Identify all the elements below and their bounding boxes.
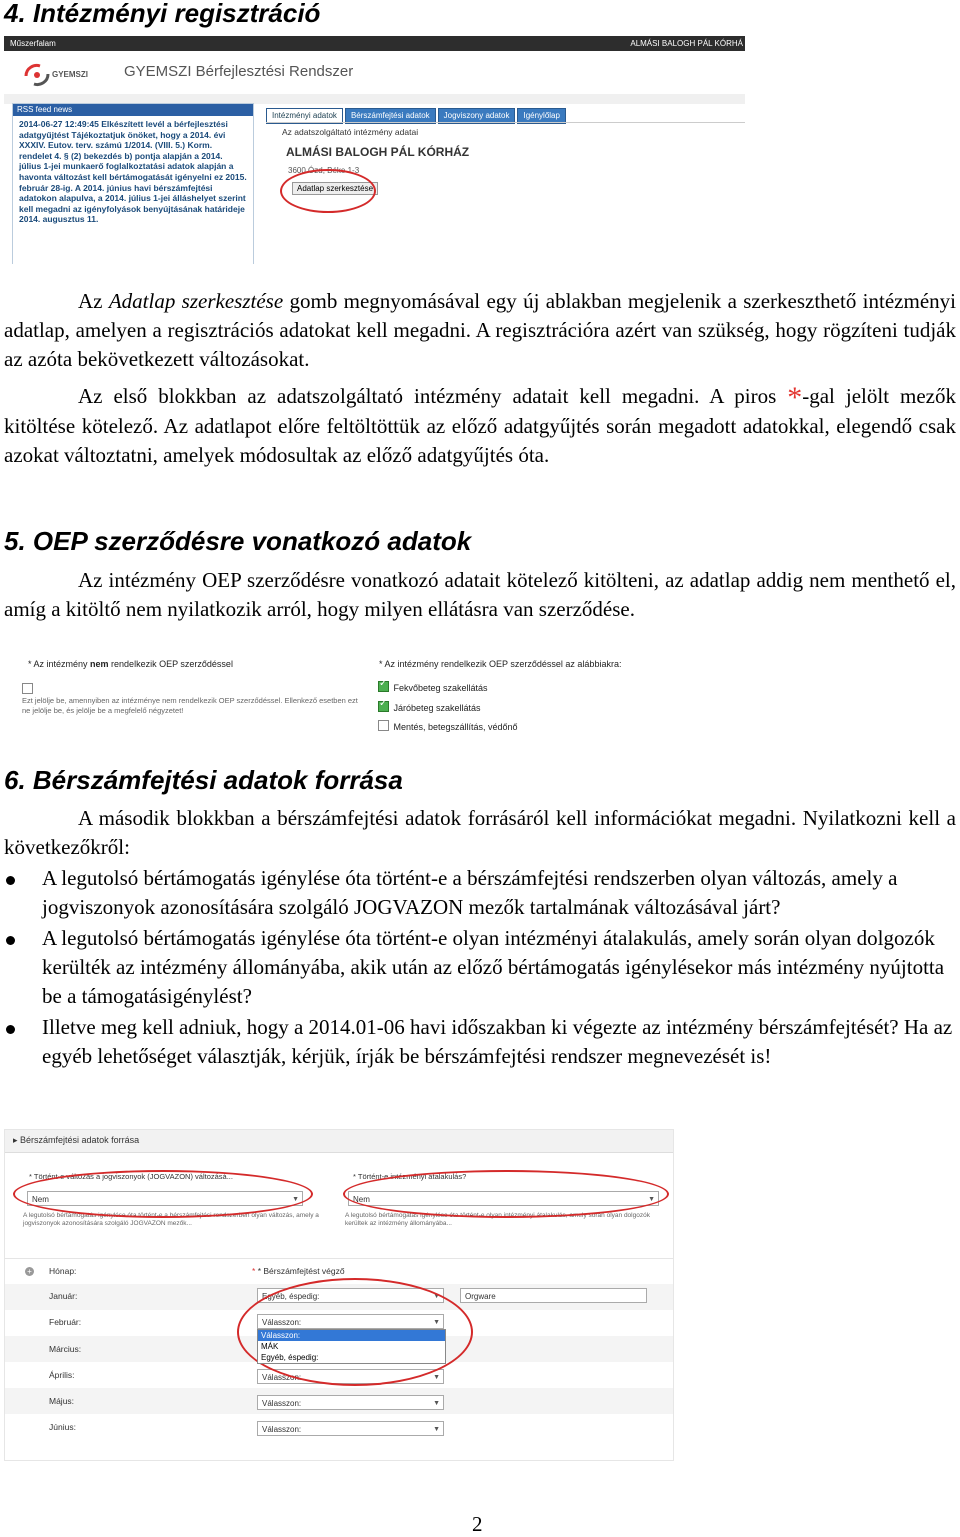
list-item: A legutolsó bértámogatás igénylése óta történt-e a bérszámfejtési rendszerben olyan változás, amely a jogviszonyok azonosítására szolgáló JOGVAZON mezők tartalmának változásával járt?: [4, 864, 954, 922]
logo-text: GYEMSZI: [52, 70, 89, 79]
section-4-paragraph-1: Az Adatlap szerkesztése gomb megnyomásával egy új ablakban megjelenik a szerkeszthető intézményi adatlap, amelyen a regisztrációs adatokat kell megadni. A regisztrációra azért van szükség, hogy rögzíteni tudják az azóta bekövetkezett változásokat.: [4, 289, 956, 371]
month-june: Június:: [49, 1422, 76, 1432]
page-number: 2: [472, 1512, 483, 1536]
dropdown-option[interactable]: Válasszon:: [258, 1330, 445, 1341]
plus-icon[interactable]: +: [25, 1267, 34, 1276]
tab-payroll[interactable]: Bérszámfejtési adatok: [345, 108, 436, 124]
user-institution: ALMÁSI BALOGH PÁL KÓRHÁ: [630, 39, 743, 48]
section-6-intro: A második blokkban a bérszámfejtési adatok forrásáról kell információkat megadni. Nyilatkozni kell a következőkről:: [4, 806, 956, 859]
section-5-title: 5. OEP szerződésre vonatkozó adatok: [4, 526, 472, 556]
section-6-bullets: [4, 864, 954, 1073]
dropdown-option[interactable]: Egyéb, éspedig:: [261, 1353, 319, 1362]
february-dropdown: [257, 1329, 446, 1364]
list-item: Illetve meg kell adniuk, hogy a 2014.01-06 havi időszakban ki végezte az intézmény bérszámfejtését? Ha az egyéb lehetőséget választják, kérjük, írják be bérszámfejtési rendszer megnevezését is!: [4, 1013, 954, 1071]
section-6-title: 6. Bérszámfejtési adatok forrása: [4, 765, 403, 795]
april-select[interactable]: Válasszon: ▼: [257, 1369, 444, 1384]
section-5-paragraph: Az intézmény OEP szerződésre vonatkozó adatait kötelező kitölteni, az adatlap addig nem menthető el, amíg a kitöltő nem nyilatkozik arról, hogy milyen ellátásra van szerződése.: [4, 568, 956, 621]
gyemszi-logo: [22, 62, 89, 93]
tab-employment[interactable]: Jogviszony adatok: [438, 108, 516, 124]
highlight-ellipse: [13, 1170, 313, 1218]
tab-institution[interactable]: Intézményi adatok: [266, 108, 343, 124]
highlight-ellipse: [343, 1170, 669, 1218]
no-contract-label: * Az intézmény nem rendelkezik OEP szerződéssel: [28, 659, 233, 669]
month-march: Március:: [49, 1344, 82, 1354]
logo-icon: [22, 62, 52, 88]
dropdown-option[interactable]: MÁK: [261, 1342, 279, 1351]
january-other-input[interactable]: Orgware: [460, 1288, 647, 1303]
panel-title: Az adatszolgáltató intézmény adatai: [282, 127, 419, 137]
screenshot-institution-data: [4, 36, 745, 264]
month-header: Hónap:: [49, 1266, 77, 1276]
month-may: Május:: [49, 1396, 75, 1406]
jogvazon-select[interactable]: Nem ▼: [27, 1191, 303, 1206]
screenshot-oep-contract: [4, 652, 745, 740]
month-february: Február:: [49, 1317, 82, 1327]
list-item: A legutolsó bértámogatás igénylése óta történt-e olyan intézményi átalakulás, amely során olyan dolgozók kerülték az intézmény állományába, akik után az előző bértámogatás igénylésekor más intézmény nyújtotta be a támogatásigénylést?: [4, 924, 954, 1011]
no-contract-note: Ezt jelölje be, amennyiben az intézménye nem rendelkezik OEP szerződéssel. Ellenkező esetben ezt ne jelölje be, és jelölje be a megfelelő négyzetet!: [22, 696, 358, 715]
hospital-name: ALMÁSI BALOGH PÁL KÓRHÁZ: [286, 145, 470, 159]
ambulance-checkbox: [378, 720, 389, 731]
section-4-title: 4. Intézményi regisztráció: [4, 0, 321, 28]
payroll-provider-header: * * Bérszámfejtést végző: [252, 1266, 345, 1276]
top-bar: [4, 36, 745, 51]
inpatient-checkbox: [378, 681, 389, 692]
no-contract-checkbox[interactable]: [22, 683, 33, 694]
june-select[interactable]: Válasszon: ▼: [257, 1421, 444, 1436]
screenshot-payroll-source: [4, 1129, 674, 1461]
january-select[interactable]: Egyéb, éspedig: ▼: [257, 1288, 444, 1303]
section-4-paragraph-2: Az első blokkban az adatszolgáltató intézmény adatait kell megadni. A piros *-gal jelölt mezők kitöltése kötelező. Az adatlapot előre feltöltöttük az előző adatgyűjtés során megadott adatokkal, elegendő csak azokat változtatni, amelyek módosultak az előző adatgyűjtés óta.: [4, 381, 956, 467]
restructuring-note: A legutolsó bértámogatás igénylése óta történt-e olyan intézményi átalakulás, amely során olyan dolgozók kerültek az intézmény állományába...: [345, 1212, 650, 1227]
required-star: *: [787, 381, 803, 414]
may-select[interactable]: Válasszon: ▼: [257, 1395, 444, 1410]
restructuring-question: * Történt-e intézményi átalakulás?: [353, 1172, 467, 1181]
month-january: Január:: [49, 1291, 78, 1301]
jogvazon-question: * Történt-e változás a jogviszonyok (JOGVAZON) változásá...: [29, 1172, 233, 1181]
block-header: ▸ Bérszámfejtési adatok forrása: [13, 1135, 140, 1145]
dashboard-link[interactable]: Műszerfalam: [10, 39, 56, 48]
contract-option-outpatient[interactable]: ✓ Járóbeteg szakellátás: [378, 698, 481, 716]
jogvazon-note: A legutolsó bértámogatás igénylése óta történt-e a bérszámfejtési rendszerben olyan változás, amely a jogviszonyok azonosítására szolgáló JOGVAZON mezők...: [23, 1212, 319, 1227]
month-april: Április:: [49, 1370, 75, 1380]
main-tabs: [266, 105, 568, 121]
highlight-ellipse: [280, 169, 376, 213]
has-contract-label: * Az intézmény rendelkezik OEP szerződéssel az alábbiakra:: [379, 659, 622, 669]
restructuring-select[interactable]: Nem ▼: [348, 1191, 659, 1206]
outpatient-checkbox: [378, 701, 389, 712]
tab-application[interactable]: Igénylőlap: [517, 108, 565, 124]
address: 3600 Ózd, Béke 1-3: [288, 166, 360, 175]
contract-option-inpatient[interactable]: ✓ Fekvőbeteg szakellátás: [378, 678, 488, 696]
february-select[interactable]: Válasszon: ▼: [257, 1314, 444, 1329]
rss-header: RSS feed news: [13, 104, 253, 116]
rss-text: 2014-06-27 12:49:45 Elkészített levél a bérfejlesztési adatgyűjtést Tájékoztatjuk önöket, hogy a 2014. évi XXXIV. Eutov. terv. számú 1/2014. (VIII. 5.) Korm. rendelet 4. § (2) bekezdés b) pontja alapján a 2014. július 1-jei munkaerő foglalkoztatási adatok alapján a havonta változást kell bértámogatását igényelni ez 2015. február 28-ig. A 2014. június havi bérszámfejtési adatokon alapulva, a 2014. július 1-jei álláshelyet szerint kell megadni az igényfolyások benyújtásának határideje 2014. augusztus 11.: [19, 119, 247, 225]
edit-sheet-button[interactable]: Adatlap szerkesztése: [292, 182, 378, 195]
rss-panel: [12, 103, 254, 264]
contract-option-ambulance[interactable]: Mentés, betegszállítás, védőnő: [378, 717, 518, 735]
system-name: GYEMSZI Bérfejlesztési Rendszer: [124, 63, 354, 80]
